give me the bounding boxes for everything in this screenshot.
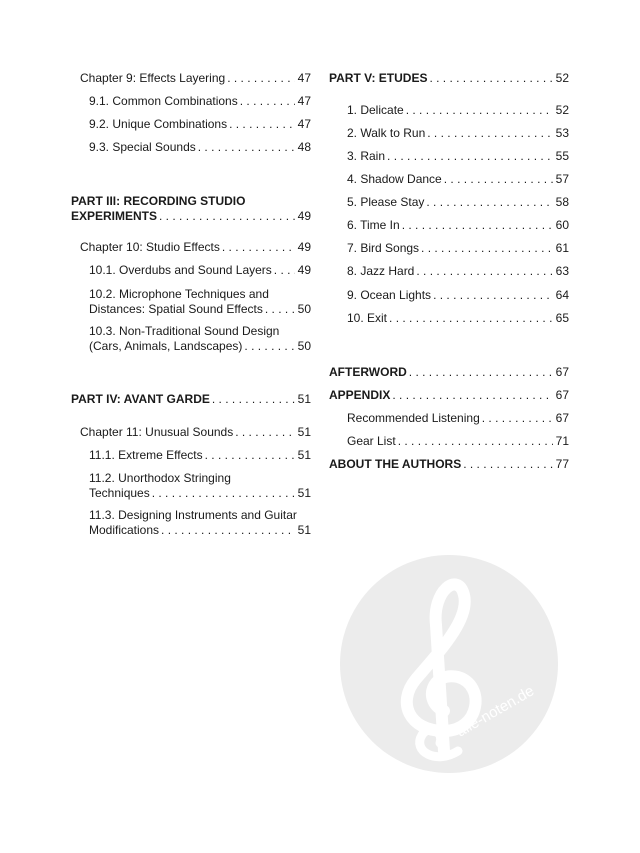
entry-page: 61 — [555, 241, 569, 255]
toc-entry-etude-3[interactable] — [347, 149, 569, 164]
entry-title: 9.2. Unique Combinations — [89, 117, 228, 131]
entry-title-line-2: EXPERIMENTS — [71, 208, 158, 223]
entry-page: 49 — [297, 208, 311, 223]
dot-leader — [265, 302, 295, 317]
entry-page: 47 — [297, 94, 311, 108]
entry-page: 50 — [297, 338, 311, 353]
entry-title: 10. Exit — [347, 311, 388, 325]
entry-page: 57 — [555, 172, 569, 186]
dot-leader — [444, 172, 553, 187]
entry-title: 2. Walk to Run — [347, 126, 426, 140]
toc-entry-chapter-10[interactable] — [80, 240, 311, 255]
entry-title-line-1: 11.3. Designing Instruments and Guitar — [89, 508, 297, 522]
entry-title: ABOUT THE AUTHORS — [329, 457, 462, 471]
toc-entry-chapter-11[interactable] — [80, 425, 311, 440]
toc-entry-11-1[interactable] — [89, 448, 311, 463]
entry-title: AFTERWORD — [329, 365, 407, 379]
entry-title-line-1: 10.3. Non-Traditional Sound Design — [89, 324, 280, 338]
dot-leader — [421, 241, 553, 256]
entry-page: 65 — [555, 311, 569, 325]
entry-title: 9.3. Special Sounds — [89, 140, 196, 154]
entry-title-line-2: Modifications — [89, 522, 160, 537]
entry-page: 47 — [297, 71, 311, 85]
dot-leader — [235, 425, 294, 440]
toc-entry-etude-7[interactable] — [347, 241, 569, 256]
dot-leader — [244, 339, 294, 354]
dot-leader — [240, 94, 295, 109]
dot-leader — [392, 388, 552, 403]
entry-title-line-2: (Cars, Animals, Landscapes) — [89, 338, 243, 353]
entry-title: 3. Rain — [347, 149, 386, 163]
entry-page: 49 — [297, 263, 311, 277]
entry-title: APPENDIX — [329, 388, 391, 402]
entry-page: 51 — [297, 485, 311, 500]
dot-leader — [433, 288, 553, 303]
dot-leader — [426, 195, 552, 210]
toc-entry-etude-2[interactable] — [347, 126, 569, 141]
dot-leader — [387, 149, 553, 164]
toc-entry-10-1[interactable] — [89, 263, 311, 278]
dot-leader — [482, 411, 553, 426]
entry-page: 60 — [555, 218, 569, 232]
dot-leader — [463, 457, 552, 472]
dot-leader — [205, 448, 295, 463]
entry-title: PART V: ETUDES — [329, 71, 428, 85]
toc-entry-chapter-9[interactable] — [80, 71, 311, 86]
toc-entry-9-3[interactable] — [89, 140, 311, 155]
toc-entry-11-2[interactable] — [89, 471, 311, 500]
dot-leader — [227, 71, 294, 86]
entry-title-line-2: Distances: Spatial Sound Effects — [89, 301, 263, 316]
entry-page: 53 — [555, 126, 569, 140]
dot-leader — [152, 486, 295, 501]
entry-title-line-1: 11.2. Unorthodox Stringing — [89, 471, 231, 485]
entry-page: 51 — [297, 448, 311, 462]
entry-title-line-1: PART III: RECORDING STUDIO — [71, 194, 246, 208]
entry-title: 7. Bird Songs — [347, 241, 420, 255]
entry-title: PART IV: AVANT GARDE — [71, 392, 210, 406]
toc-entry-9-1[interactable] — [89, 94, 311, 109]
entry-page: 64 — [555, 288, 569, 302]
dot-leader — [389, 311, 553, 326]
dot-leader — [406, 103, 553, 118]
entry-page: 67 — [555, 388, 569, 402]
toc-entry-part-5[interactable] — [329, 71, 569, 86]
entry-title: Recommended Listening — [347, 411, 480, 425]
entry-page: 77 — [555, 457, 569, 471]
dot-leader — [416, 264, 552, 279]
dot-leader — [274, 263, 295, 278]
entry-page: 49 — [297, 240, 311, 254]
entry-page: 47 — [297, 117, 311, 131]
toc-entry-etude-6[interactable] — [347, 218, 569, 233]
entry-title: Chapter 11: Unusual Sounds — [80, 425, 234, 439]
entry-page: 52 — [555, 71, 569, 85]
toc-entry-10-3[interactable] — [89, 324, 311, 353]
toc-entry-etude-1[interactable] — [347, 103, 569, 118]
toc-entry-etude-4[interactable] — [347, 172, 569, 187]
entry-title: Gear List — [347, 434, 396, 448]
dot-leader — [398, 434, 553, 449]
watermark-text: alle-noten.de — [453, 682, 538, 741]
toc-entry-10-2[interactable] — [89, 287, 311, 316]
toc-entry-about-the-authors[interactable] — [329, 457, 569, 472]
entry-title: 5. Please Stay — [347, 195, 425, 209]
treble-clef-watermark-icon — [340, 555, 558, 773]
toc-entry-part-4[interactable] — [71, 392, 311, 407]
dot-leader — [161, 523, 295, 538]
entry-title: 11.1. Extreme Effects — [89, 448, 203, 462]
dot-leader — [198, 140, 295, 155]
entry-title: 6. Time In — [347, 218, 400, 232]
entry-page: 50 — [297, 301, 311, 316]
entry-page: 51 — [297, 392, 311, 406]
toc-entry-etude-5[interactable] — [347, 195, 569, 210]
toc-entry-gear-list[interactable] — [347, 434, 569, 449]
toc-entry-afterword[interactable] — [329, 365, 569, 380]
entry-title-line-2: Techniques — [89, 485, 150, 500]
entry-page: 52 — [555, 103, 569, 117]
entry-title: 8. Jazz Hard — [347, 264, 415, 278]
watermark-logo — [340, 555, 558, 773]
entry-title: 9.1. Common Combinations — [89, 94, 238, 108]
toc-entry-part-3[interactable] — [71, 194, 311, 223]
dot-leader — [229, 117, 295, 132]
entry-title: 9. Ocean Lights — [347, 288, 432, 302]
entry-page: 51 — [297, 425, 311, 439]
entry-page: 55 — [555, 149, 569, 163]
entry-page: 71 — [555, 434, 569, 448]
entry-title: 4. Shadow Dance — [347, 172, 442, 186]
entry-page: 63 — [555, 264, 569, 278]
toc-entry-recommended-listening[interactable] — [347, 411, 569, 426]
entry-page: 48 — [297, 140, 311, 154]
toc-entry-etude-9[interactable] — [347, 288, 569, 303]
dot-leader — [159, 209, 295, 224]
entry-page: 67 — [555, 365, 569, 379]
dot-leader — [212, 392, 295, 407]
entry-title-line-1: 10.2. Microphone Techniques and — [89, 287, 269, 301]
entry-title: 10.1. Overdubs and Sound Layers — [89, 263, 272, 277]
dot-leader — [429, 71, 552, 86]
toc-entry-appendix[interactable] — [329, 388, 569, 403]
toc-entry-etude-8[interactable] — [347, 264, 569, 279]
dot-leader — [409, 365, 553, 380]
dot-leader — [427, 126, 552, 141]
dot-leader — [222, 240, 295, 255]
entry-title: Chapter 10: Studio Effects — [80, 240, 220, 254]
entry-title: 1. Delicate — [347, 103, 404, 117]
entry-page: 51 — [297, 522, 311, 537]
entry-page: 58 — [555, 195, 569, 209]
dot-leader — [402, 218, 553, 233]
entry-page: 67 — [555, 411, 569, 425]
toc-entry-9-2[interactable] — [89, 117, 311, 132]
entry-title: Chapter 9: Effects Layering — [80, 71, 226, 85]
toc-entry-etude-10[interactable] — [347, 311, 569, 326]
toc-entry-11-3[interactable] — [89, 508, 311, 537]
